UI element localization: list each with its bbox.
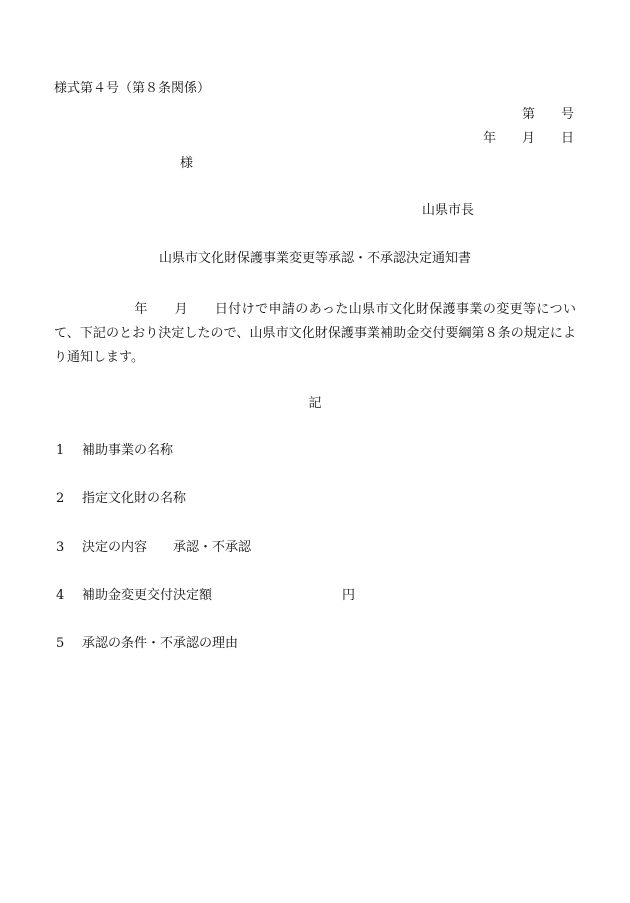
item-number: 2 xyxy=(56,491,65,506)
item-number: 4 xyxy=(56,588,65,603)
item-number: 5 xyxy=(56,636,65,651)
document-title: 山県市文化財保護事業変更等承認・不承認決定通知書 xyxy=(158,251,471,266)
item-text: 承認の条件・不承認の理由 xyxy=(82,636,239,651)
item-5 xyxy=(56,636,238,652)
item-4 xyxy=(56,588,355,604)
item-text: 指定文化財の名称 xyxy=(82,491,187,506)
item-1 xyxy=(56,443,173,459)
item-number: 1 xyxy=(56,443,65,458)
addressee: 様 xyxy=(180,156,194,171)
ki-heading: 記 xyxy=(308,396,322,411)
issue-date: 年 月 日 xyxy=(482,131,574,146)
item-3 xyxy=(56,540,251,556)
form-number: 様式第４号（第８条関係） xyxy=(54,81,211,96)
item-text: 補助事業の名称 xyxy=(82,443,174,458)
document-number: 第 号 xyxy=(521,107,574,122)
item-2 xyxy=(56,491,186,507)
item-text: 補助金変更交付決定額 円 xyxy=(82,588,356,603)
item-text: 決定の内容 承認・不承認 xyxy=(82,540,252,555)
body-paragraph: 年 月 日付けで申請のあった山県市文化財保護事業の変更等について、下記のとおり決定したので、山県市文化財保護事業補助金交付要綱第８条の規定により通知します。 xyxy=(54,302,576,365)
issuer: 山県市長 xyxy=(422,203,475,218)
item-number: 3 xyxy=(56,540,65,555)
